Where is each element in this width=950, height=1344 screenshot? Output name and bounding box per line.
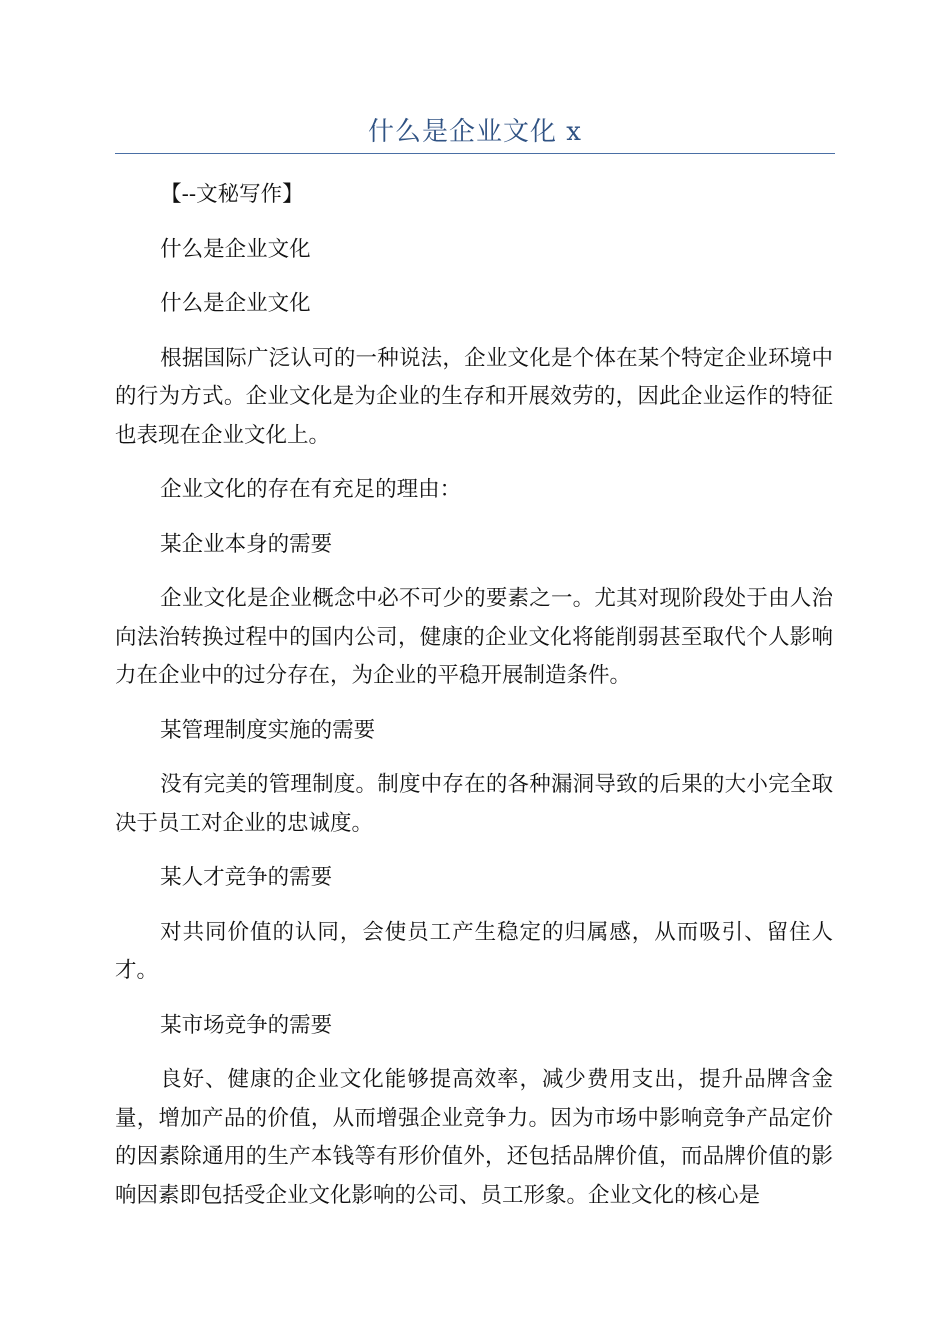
body-paragraph: 良好、健康的企业文化能够提高效率，减少费用支出，提升品牌含金量，增加产品的价值，从而增强企业竞争力。因为市场中影响竞争产品定价的因素除通用的生产本钱等有形价值外，还包括品牌价值，而品牌价值的影响因素即包括受企业文化影响的公司、员工形象。企业文化的核心是 — [115, 1067, 833, 1208]
body-paragraph: 企业文化是企业概念中必不可少的要素之一。尤其对现阶段处于由人治向法治转换过程中的国内公司，健康的企业文化将能削弱甚至取代个人影响力在企业中的过分存在，为企业的平稳开展制造条件。 — [115, 586, 833, 688]
subheading: 什么是企业文化 — [160, 291, 311, 316]
document-body — [115, 176, 833, 1231]
section-heading: 某企业本身的需要 — [160, 531, 333, 557]
title-underline — [115, 153, 835, 154]
source-tag: 【--文秘写作】 — [160, 182, 304, 207]
subheading: 什么是企业文化 — [160, 236, 311, 262]
body-paragraph: 根据国际广泛认可的一种说法，企业文化是个体在某个特定企业环境中的行为方式。企业文化是为企业的生存和开展效劳的，因此企业运作的特征也表现在企业文化上。 — [115, 345, 833, 448]
section-heading: 某市场竞争的需要 — [160, 1012, 333, 1038]
section-heading: 某人才竞争的需要 — [160, 865, 333, 890]
body-paragraph: 对共同价值的认同，会使员工产生稳定的归属感，从而吸引、留住人才。 — [115, 919, 833, 983]
body-paragraph: 没有完美的管理制度。制度中存在的各种漏洞导致的后果的大小完全取决于员工对企业的忠诚度。 — [115, 772, 833, 836]
body-paragraph: 企业文化的存在有充足的理由： — [160, 477, 462, 502]
document-title: 什么是企业文化 x — [368, 117, 582, 147]
section-heading: 某管理制度实施的需要 — [160, 717, 376, 743]
